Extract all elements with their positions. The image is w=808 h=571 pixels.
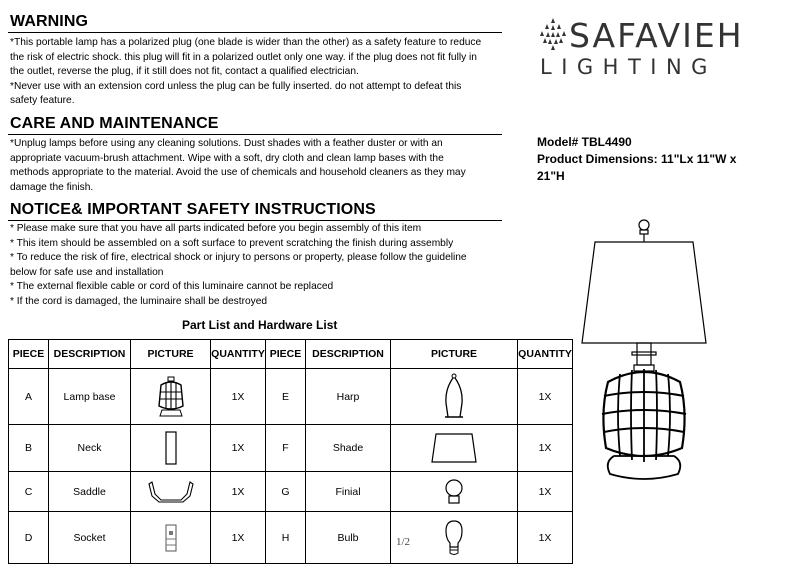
table-row xyxy=(9,472,573,512)
notice-line: * To reduce the risk of fire, electrical shock or injury to persons or property, please follow the guideline xyxy=(10,252,467,264)
care-line: damage the finish. xyxy=(10,181,94,193)
piece-cell: G xyxy=(266,472,306,512)
picture-cell xyxy=(131,512,211,564)
page-number: 1/2 xyxy=(396,536,411,548)
piece-cell: C xyxy=(9,472,49,512)
table-row xyxy=(9,512,573,564)
notice-rule xyxy=(8,220,502,221)
header-piece: PIECE xyxy=(266,340,306,369)
warning-line: *Never use with an extension cord unless the plug can be fully inserted. do not attempt to defeat this xyxy=(10,80,462,92)
quantity-cell: 1X xyxy=(518,369,573,425)
picture-cell xyxy=(131,425,211,472)
socket-icon xyxy=(164,523,178,553)
quantity-cell: 1X xyxy=(518,425,573,472)
notice-text xyxy=(10,222,467,310)
header-description: DESCRIPTION xyxy=(49,340,131,369)
care-line: appropriate vacuum-brush attachment. Wipe with a soft, dry cloth and clean lamp bases with the xyxy=(10,152,444,164)
table-row xyxy=(9,425,573,472)
piece-cell: F xyxy=(266,425,306,472)
piece-cell: E xyxy=(266,369,306,425)
warning-line: *This portable lamp has a polarized plug (one blade is wider than the other) as a safety feature to reduce xyxy=(10,37,482,48)
care-line: *Unplug lamps before using any cleaning solutions. Dust shades with a feather duster or with an xyxy=(10,138,443,149)
table-row xyxy=(9,369,573,425)
care-text xyxy=(10,137,466,195)
quantity-cell: 1X xyxy=(211,472,266,512)
header-quantity: QUANTITY xyxy=(211,340,266,369)
quantity-cell: 1X xyxy=(211,369,266,425)
brand-name: SAFAVIEH xyxy=(569,16,744,55)
description-cell: Finial xyxy=(306,472,391,512)
description-cell: Harp xyxy=(306,369,391,425)
description-cell: Socket xyxy=(49,512,131,564)
piece-cell: H xyxy=(266,512,306,564)
header-picture: PICTURE xyxy=(131,340,211,369)
notice-line: below for safe use and installation xyxy=(10,266,164,278)
header-piece: PIECE xyxy=(9,340,49,369)
warning-line: the risk of electric shock. this plug will fit in a polarized outlet only one way. if the plug does not fit fully in xyxy=(10,51,477,63)
care-heading: CARE AND MAINTENANCE xyxy=(10,115,219,132)
piece-cell: B xyxy=(9,425,49,472)
lamp-base-icon xyxy=(156,376,186,418)
picture-cell xyxy=(391,425,518,472)
lamp-illustration xyxy=(560,212,730,492)
notice-heading: NOTICE& IMPORTANT SAFETY INSTRUCTIONS xyxy=(10,201,376,218)
piece-cell: A xyxy=(9,369,49,425)
bulb-icon xyxy=(444,519,464,557)
piece-cell: D xyxy=(9,512,49,564)
quantity-cell: 1X xyxy=(211,425,266,472)
quantity-cell: 1X xyxy=(518,512,573,564)
parts-header-row xyxy=(9,340,573,369)
brand-sub: LIGHTING xyxy=(540,55,717,79)
picture-cell xyxy=(131,369,211,425)
header-quantity: QUANTITY xyxy=(518,340,573,369)
warning-line: safety feature. xyxy=(10,95,75,107)
picture-cell xyxy=(131,472,211,512)
product-dimensions-cont: 21"H xyxy=(537,169,565,183)
description-cell: Neck xyxy=(49,425,131,472)
saddle-icon xyxy=(147,480,195,504)
shade-icon xyxy=(430,432,478,464)
notice-line: * If the cord is damaged, the luminaire shall be destroyed xyxy=(10,295,268,307)
picture-cell xyxy=(391,369,518,425)
care-line: methods appropriate to the material. Avoid the use of chemicals and household cleaners as they may xyxy=(10,167,466,179)
quantity-cell: 1X xyxy=(211,512,266,564)
care-rule xyxy=(8,134,502,135)
chandelier-logo-icon xyxy=(538,17,568,51)
warning-text xyxy=(10,36,481,109)
harp-icon xyxy=(441,373,467,421)
notice-line: * Please make sure that you have all parts indicated before you begin assembly of this item xyxy=(10,223,422,234)
warning-rule xyxy=(8,32,502,33)
notice-line: * This item should be assembled on a soft surface to prevent scratching the finish during assembly xyxy=(10,237,454,249)
model-number: Model# TBL4490 xyxy=(537,135,632,149)
warning-line: the outlet, reverse the plug, if it still does not fit, contact a qualified electrician. xyxy=(10,66,359,78)
warning-heading: WARNING xyxy=(10,13,89,30)
header-description: DESCRIPTION xyxy=(306,340,391,369)
description-cell: Saddle xyxy=(49,472,131,512)
header-picture: PICTURE xyxy=(391,340,518,369)
notice-line: * The external flexible cable or cord of this luminaire cannot be replaced xyxy=(10,281,334,293)
description-cell: Bulb xyxy=(306,512,391,564)
parts-table xyxy=(8,339,573,564)
neck-icon xyxy=(163,430,179,466)
quantity-cell: 1X xyxy=(518,472,573,512)
product-dimensions: Product Dimensions: 11"Lx 11"W x xyxy=(537,152,737,166)
description-cell: Shade xyxy=(306,425,391,472)
picture-cell xyxy=(391,472,518,512)
parts-list-title: Part List and Hardware List xyxy=(182,318,338,332)
finial-icon xyxy=(444,479,464,505)
description-cell: Lamp base xyxy=(49,369,131,425)
